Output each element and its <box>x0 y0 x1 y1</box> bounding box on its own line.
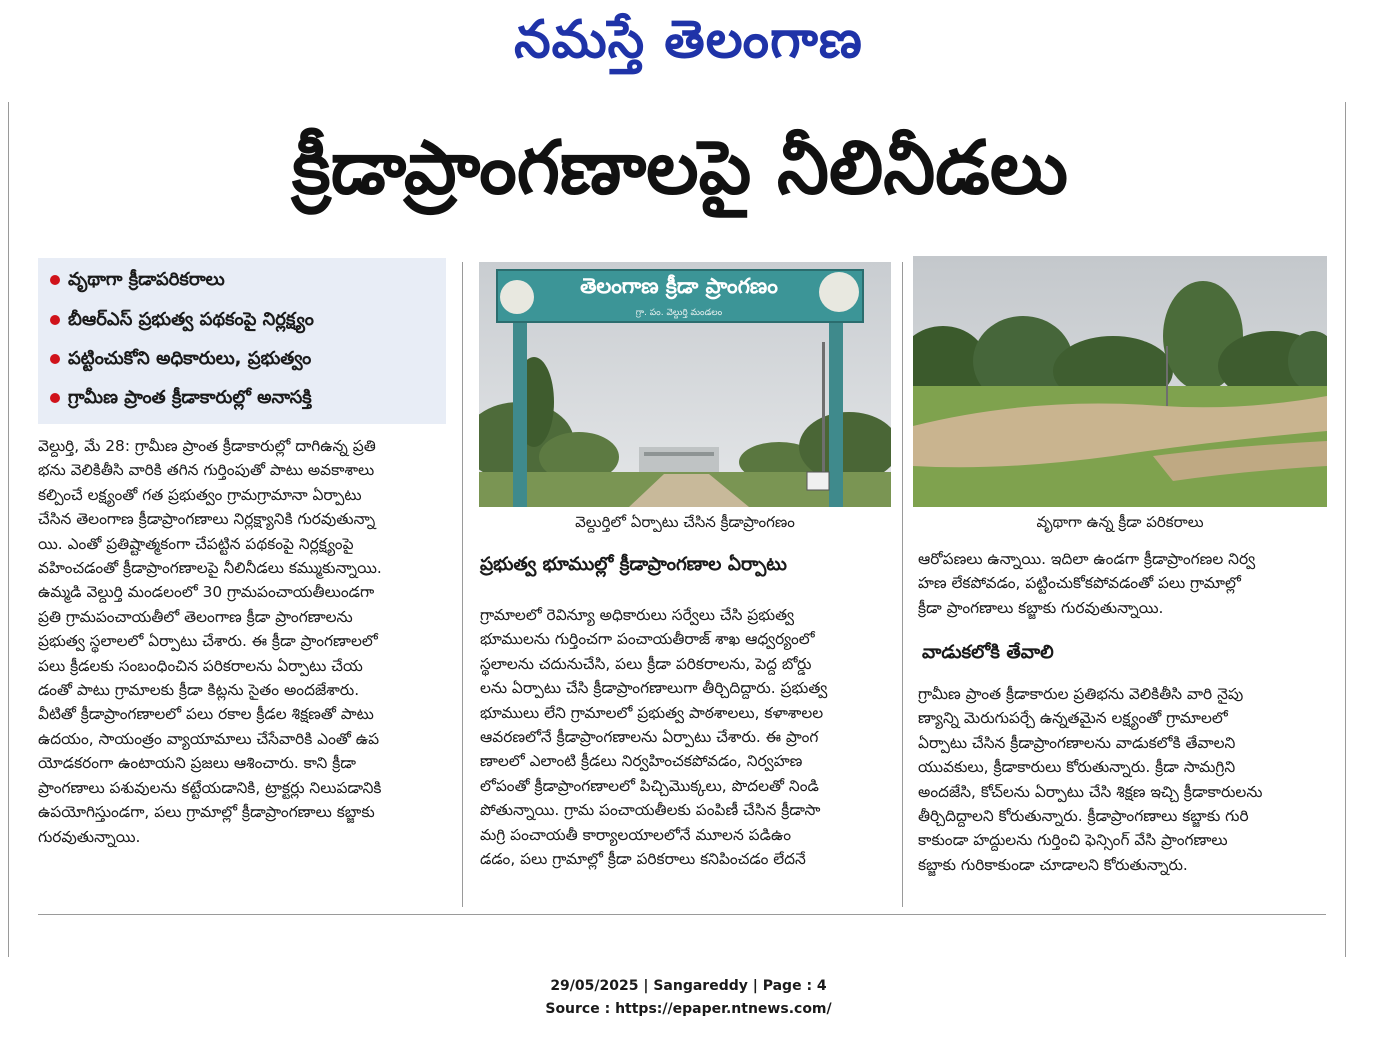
text-line: కబ్జాకు గురికాకుండా చూడాలని కోరుతున్నారు. <box>918 855 1188 874</box>
text-line: ఉమ్మడి వెల్దుర్తి మండలంలో 30 గ్రామపంచాయతీలుండగా <box>38 583 375 602</box>
highlight-item <box>68 386 312 410</box>
text-line: హణ లేకపోవడం, పట్టించుకోకపోవడంతో పలు గ్రామాల్లో <box>918 574 1241 593</box>
text-line: లోపంతో క్రీడాప్రాంగణాలలో పిచ్చిమొక్కలు, పొదలతో నిండి <box>480 776 819 795</box>
text-line: మగ్రి పంచాయతీ కార్యాలయాలలోనే మూలన పడిఉం <box>480 825 792 844</box>
text-line: యువకులు, క్రీడాకారులు కోరుతున్నారు. క్రీడా సామగ్రిని <box>918 758 1236 777</box>
text-line: పలు క్రీడలకు సంబంధించిన పరికరాలను ఏర్పాటు చేయ <box>38 656 363 675</box>
article-column-2 <box>480 603 890 871</box>
highlights-box <box>38 258 446 424</box>
text-line: ఉపయోగిస్తుండగా, పలు గ్రామాల్లో క్రీడాప్రాంగణాలు కబ్జాకు <box>38 803 375 822</box>
text-line: ఉదయం, సాయంత్రం వ్యాయామాలు చేసేవారికి ఎంతో ఉప <box>38 729 380 748</box>
text-line: ప్రభుత్వ స్థలాలలో ఏర్పాటు చేశారు. ఈ క్రీడా ప్రాంగణాలలో <box>38 632 378 651</box>
column-2-subheading: ప్రభుత్వ భూముల్లో క్రీడాప్రాంగణాల ఏర్పాటు <box>480 554 787 575</box>
highlight-item <box>68 347 311 371</box>
text-line: వహించడంతో క్రీడాప్రాంగణాలపై నీలినీడలు కమ్ముకున్నాయి. <box>38 559 382 578</box>
photo-2-caption: వృథాగా ఉన్న క్రీడా పరికరాలు <box>1036 513 1204 531</box>
text-line: ఆరోపణలు ఉన్నాయి. ఇదిలా ఉండగా క్రీడాప్రాంగణల నిర్వ <box>918 550 1256 568</box>
text-line: క్రీడా ప్రాంగణాలు కబ్జాకు గురవుతున్నాయి. <box>918 598 1164 617</box>
text-line: ఆవరణలోనే క్రీడాప్రాంగణాలను ఏర్పాటు చేశారు. ఈ ప్రాంగ <box>480 728 819 747</box>
highlight-text: గ్రామీణ ప్రాంత క్రీడాకారుల్లో అనాసక్తి <box>68 387 312 408</box>
footer-source: Source : https://epaper.ntnews.com/ <box>545 1001 832 1017</box>
bullet-dot-icon <box>50 275 60 285</box>
text-line: గురవుతున్నాయి. <box>38 827 141 846</box>
highlight-text: పట్టించుకోని అధికారులు, ప్రభుత్వం <box>68 348 312 369</box>
text-line: వీటితో క్రీడాప్రాంగణాలలో పలు రకాల క్రీడల శిక్షణతో పాటు <box>38 705 374 724</box>
text-line: భను వెలికితీసి వారికి తగిన గుర్తింపుతో పాటు అవకాశాలు <box>38 461 375 480</box>
text-line: భూములు లేని గ్రామాలలో ప్రభుత్వ పాఠశాలలు, కళాశాలల <box>480 703 824 722</box>
text-line: ఏర్పాటు చేసిన క్రీడాప్రాంగణాలను వాడుకలోకి తేవాలని <box>918 733 1236 752</box>
bullet-dot-icon <box>50 393 60 403</box>
photo-unused-ground <box>913 256 1327 507</box>
text-line: యోడకరంగా ఉంటాయని ప్రజలు ఆశించారు. కాని క్రీడా <box>38 754 356 773</box>
text-line: ణ్యాన్ని మెరుగుపర్చే ఉన్నతమైన లక్ష్యంతో గ్రామాలలో <box>918 709 1228 728</box>
bullet-dot-icon <box>50 354 60 364</box>
column-3-subheading: వాడుకలోకి తేవాలి <box>922 642 1054 663</box>
text-line: గ్రామాలలో రెవిన్యూ అధికారులు సర్వేలు చేసి ప్రభుత్వ <box>480 606 795 624</box>
text-line: యి. ఎంతో ప్రతిష్టాత్మకంగా చేపట్టిన పథకంపై నిర్లక్ష్యంపై <box>38 534 354 553</box>
column-separator <box>462 262 463 907</box>
bottom-rule <box>38 914 1326 915</box>
text-line: ప్రాంగణాలు పశువులను కట్టేయడానికి, ట్రాక్టర్లు నిలుపడానికి <box>38 778 382 797</box>
article-column-3-top <box>918 547 1326 620</box>
text-line: డడం, పలు గ్రామాల్లో క్రీడా పరికరాలు కనిపించడం లేదనే <box>480 850 806 869</box>
article-column-3-bottom <box>918 682 1326 877</box>
gate-sign-subtext: గ్రా. పం. వెల్దుర్తి మండలం <box>635 308 723 318</box>
photo-1-caption: వెల్దుర్తిలో ఏర్పాటు చేసిన క్రీడాప్రాంగణం <box>575 513 795 531</box>
highlight-item <box>68 268 225 292</box>
column-separator <box>902 262 903 907</box>
bullet-dot-icon <box>50 315 60 325</box>
right-border <box>1345 102 1346 957</box>
text-line: ణాలలో ఎలాంటి క్రీడలు నిర్వహించకపోవడం, నిర్వహణ <box>480 752 803 771</box>
photo-sports-ground-gate <box>479 262 891 507</box>
text-line: లను ఏర్పాటు చేసి క్రీడాప్రాంగణాలుగా తీర్చిదిద్దారు. ప్రభుత్వ <box>480 679 828 698</box>
highlight-text: వృథాగా క్రీడాపరికరాలు <box>68 269 225 290</box>
text-line: స్థలాలను చదునుచేసి, పలు క్రీడా పరికరాలను, పెద్ద బోర్డు <box>480 654 812 673</box>
text-line: కాకుండా హద్దులను గుర్తించి ఫెన్సింగ్ వేసి ప్రాంగణాలు <box>918 831 1228 850</box>
left-border <box>8 102 9 957</box>
text-line: గ్రామీణ ప్రాంత క్రీడాకారుల ప్రతిభను వెలికితీసి వారి నైపు <box>918 685 1244 703</box>
text-line: భూములను గుర్తించగా పంచాయతీరాజ్ శాఖ ఆధ్వర్యంలో <box>480 630 815 649</box>
text-line: చేసిన తెలంగాణ క్రీడాప్రాంగణాలు నిర్లక్ష్యానికి గురవుతున్నా <box>38 510 376 529</box>
text-line: వెల్దుర్తి, మే 28: గ్రామీణ ప్రాంత క్రీడాకారుల్లో దాగిఉన్న ప్రతి <box>38 437 376 455</box>
footer-date-edition: 29/05/2025 | Sangareddy | Page : 4 <box>550 978 827 994</box>
text-line: పోతున్నాయి. గ్రామ పంచాయతీలకు పంపిణీ చేసిన క్రీడాసా <box>480 801 821 820</box>
text-line: తీర్చిదిద్దాలని కోరుతున్నారు. క్రీడాప్రాంగణాలు కబ్జాకు గురి <box>918 807 1249 826</box>
gate-sign-text: తెలంగాణ క్రీడా ప్రాంగణం <box>580 274 778 298</box>
highlight-text: బీఆర్ఎస్ ప్రభుత్వ పథకంపై నిర్లక్ష్యం <box>68 309 314 330</box>
text-line: కల్పించే లక్ష్యంతో గత ప్రభుత్వం గ్రామగ్రామానా ఏర్పాటు <box>38 485 362 504</box>
highlight-item <box>68 308 314 332</box>
newspaper-masthead: నమస్తే తెలంగాణ <box>514 10 863 70</box>
article-headline: క్రీడాప్రాంగణాలపై నీలినీడలు <box>292 125 1068 211</box>
text-line: ప్రతి గ్రామపంచాయతీలో తెలంగాణ క్రీడా ప్రాంగణాలను <box>38 607 353 626</box>
text-line: అందజేసి, కోచ్‌లను ఏర్పాటు చేసి శిక్షణ ఇచ్చి క్రీడాకారులను <box>918 782 1263 801</box>
text-line: డంతో పాటు గ్రామాలకు క్రీడా కిట్లను సైతం అందజేశారు. <box>38 681 360 700</box>
article-column-1 <box>38 434 448 849</box>
